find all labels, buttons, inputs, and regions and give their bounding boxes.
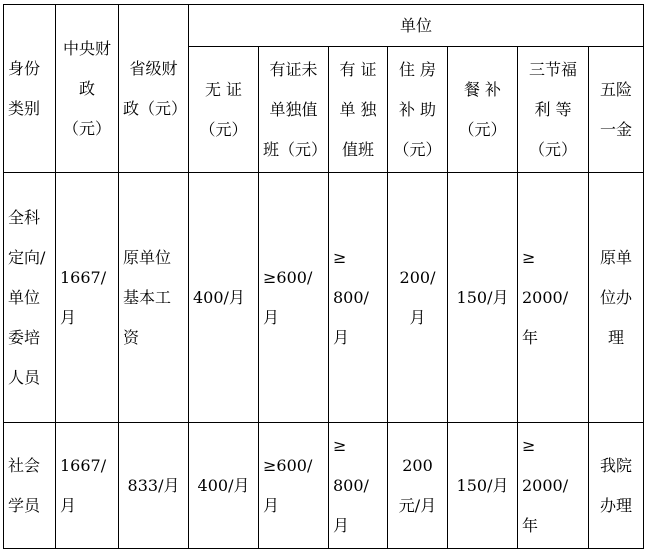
header-housing-allowance: 住 房补 助（元） xyxy=(388,47,448,173)
row-central-finance: 1667/月 xyxy=(56,423,119,549)
row-holiday-benefits: ≥ 2000/年 xyxy=(518,173,589,423)
table-row xyxy=(4,173,644,423)
row-cert-not-independent: ≥600/月 xyxy=(259,423,329,549)
row-identity-category: 全科定向/单位委培人员 xyxy=(4,173,56,423)
header-row-top xyxy=(4,5,644,47)
header-meal-allowance: 餐 补（元） xyxy=(448,47,518,173)
row-provincial-finance: 833/月 xyxy=(119,423,189,549)
header-cert-not-independent: 有证未单独值班（元） xyxy=(259,47,329,173)
row-housing-allowance: 200 元/月 xyxy=(388,423,448,549)
header-provincial-finance: 省级财政（元） xyxy=(119,5,189,173)
row-provincial-finance: 原单位基本工资 xyxy=(119,173,189,423)
header-social-insurance: 五险一金 xyxy=(589,47,644,173)
header-employer: 单位 xyxy=(189,5,644,47)
row-social-insurance: 原单位办理 xyxy=(589,173,644,423)
row-cert-not-independent: ≥600/月 xyxy=(259,173,329,423)
row-meal-allowance: 150/月 xyxy=(448,173,518,423)
header-holiday-benefits: 三节福利 等（元） xyxy=(518,47,589,173)
row-social-insurance: 我院办理 xyxy=(589,423,644,549)
header-cert-independent: 有 证单 独值班 xyxy=(329,47,388,173)
row-cert-independent: ≥ 800/月 xyxy=(329,423,388,549)
header-no-cert: 无 证（元） xyxy=(189,47,259,173)
row-holiday-benefits: ≥ 2000/年 xyxy=(518,423,589,549)
row-central-finance: 1667/月 xyxy=(56,173,119,423)
row-meal-allowance: 150/月 xyxy=(448,423,518,549)
row-no-cert: 400/月 xyxy=(189,173,259,423)
row-identity-category: 社会学员 xyxy=(4,423,56,549)
header-identity-category: 身份类别 xyxy=(4,5,56,173)
subsidy-table xyxy=(3,4,644,549)
header-central-finance: 中央财政（元） xyxy=(56,5,119,173)
row-housing-allowance: 200/月 xyxy=(388,173,448,423)
row-cert-independent: ≥ 800/月 xyxy=(329,173,388,423)
row-no-cert: 400/月 xyxy=(189,423,259,549)
table-row xyxy=(4,423,644,549)
